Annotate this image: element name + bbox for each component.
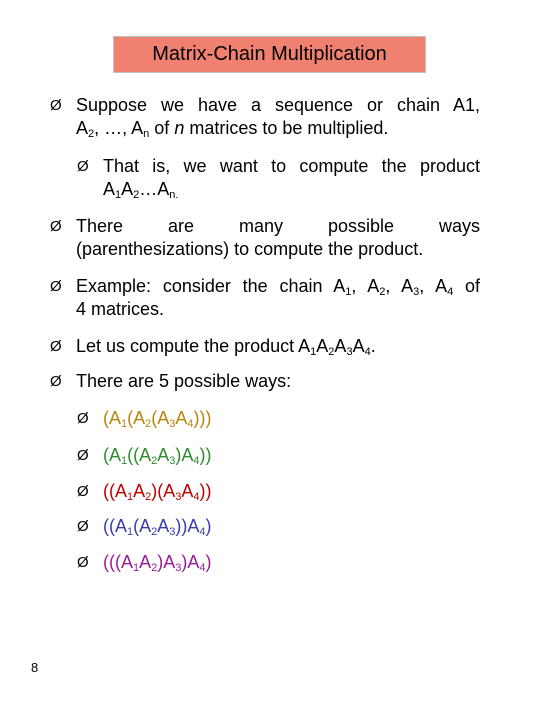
bullet-text-line: Example: consider the chain $A_1$, $A_2$, $A_3$, $A_4$ of bbox=[76, 276, 481, 298]
bullet-text-line: $A_2$, …, $A_n$ of n matrices to be multiplied. bbox=[76, 118, 389, 140]
bullet-let-us-compute bbox=[50, 335, 480, 358]
bullet-text-line: There are 5 possible ways: bbox=[76, 371, 292, 391]
bullet-text-line: Let us compute the product $A_1A_2A_3A_4$. bbox=[76, 336, 376, 358]
parenthesization-3: Ø $((A_1A_2)(A_3A_4))$ bbox=[77, 481, 212, 503]
arrow-bullet-icon: Ø bbox=[77, 410, 89, 427]
arrow-bullet-icon: Ø bbox=[77, 483, 89, 500]
bullet-compute-product bbox=[77, 155, 480, 201]
arrow-bullet-icon: Ø bbox=[50, 373, 62, 390]
bullet-text-line: Suppose we have a sequence or chain A1, bbox=[76, 95, 480, 115]
bullet-many-ways bbox=[50, 215, 480, 261]
arrow-bullet-icon: Ø bbox=[77, 158, 89, 175]
arrow-bullet-icon: Ø bbox=[50, 278, 62, 295]
bullet-sequence bbox=[50, 94, 480, 140]
bullet-example bbox=[50, 275, 480, 321]
parenthesization-1: Ø $(A_1(A_2(A_3A_4)))$ bbox=[77, 408, 212, 430]
bullet-text-line: There are many possible ways bbox=[76, 216, 480, 236]
bullet-five-ways bbox=[50, 370, 480, 393]
parenthesization-4: Ø $((A_1(A_2A_3))A_4)$ bbox=[77, 516, 212, 538]
parenthesization-5: Ø $(((A_1A_2)A_3)A_4)$ bbox=[77, 552, 212, 574]
arrow-bullet-icon: Ø bbox=[77, 518, 89, 535]
arrow-bullet-icon: Ø bbox=[77, 554, 89, 571]
slide-title: Matrix-Chain Multiplication bbox=[113, 36, 426, 73]
page-number: 8 bbox=[31, 660, 39, 675]
bullet-text-line: 4 matrices. bbox=[76, 299, 165, 319]
bullet-text-line: $A_1A_2\dots A_{n.}$ bbox=[103, 179, 179, 201]
arrow-bullet-icon: Ø bbox=[50, 338, 62, 355]
bullet-text-line: That is, we want to compute the product bbox=[103, 156, 480, 176]
arrow-bullet-icon: Ø bbox=[50, 218, 62, 235]
parenthesization-2: Ø $(A_1((A_2A_3)A_4))$ bbox=[77, 445, 212, 467]
arrow-bullet-icon: Ø bbox=[50, 97, 62, 114]
bullet-text-line: (parenthesizations) to compute the product. bbox=[76, 239, 424, 259]
arrow-bullet-icon: Ø bbox=[77, 447, 89, 464]
